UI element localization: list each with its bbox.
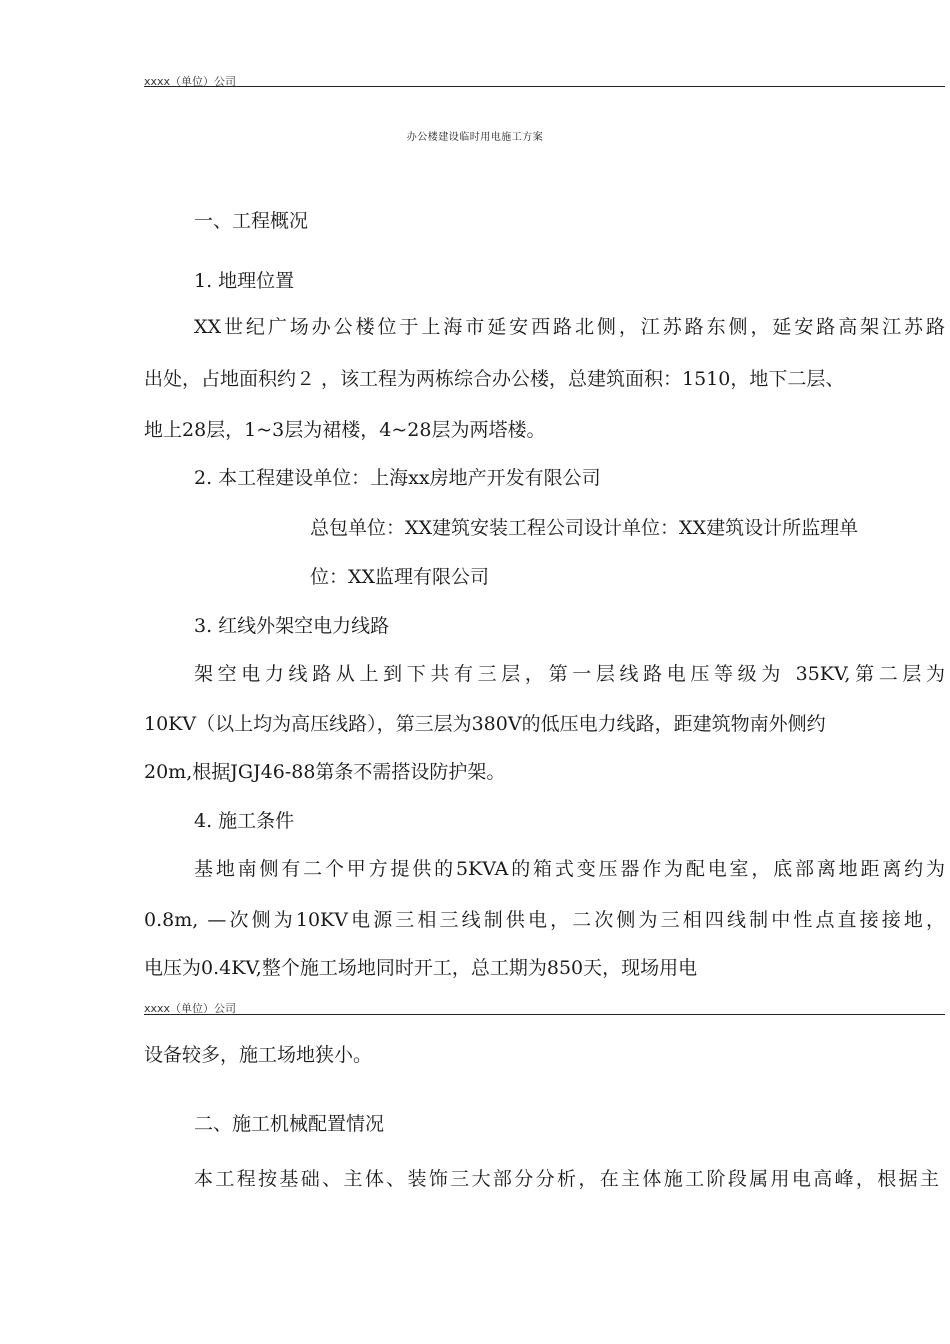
paragraph-line: 0.8m, —次侧为10KV电源三相三线制供电，二次侧为三相四线制中性点直接接地，	[144, 909, 945, 931]
paragraph-line: 位：XX监理有限公司	[310, 566, 490, 588]
header-rule	[144, 86, 945, 87]
paragraph-line: 10KV（以上均为高压线路），第三层为380V的低压电力线路，距建筑物南外侧约	[144, 713, 826, 735]
paragraph-line: 电压为0.4KV,整个施工场地同时开工，总工期为850天，现场用电	[144, 957, 698, 979]
subsection-heading: 3. 红线外架空电力线路	[194, 615, 390, 637]
paragraph-line: 20m,根据JGJ46-88第条不需搭设防护架。	[144, 761, 506, 783]
section-heading: 一、工程概况	[194, 210, 309, 232]
subsection-heading: 1. 地理位置	[194, 270, 295, 292]
paragraph-line: 本工程按基础、主体、装饰三大部分分析，在主体施工阶段属用电高峰，根据主	[194, 1168, 939, 1190]
paragraph-line: XX世纪广场办公楼位于上海市延安西路北侧，江苏路东侧，延安路高架江苏路	[194, 316, 945, 338]
subsection-heading: 4. 施工条件	[194, 810, 295, 832]
paragraph-line: 基地南侧有二个甲方提供的5KVA的箱式变压器作为配电室，底部离地距离约为	[194, 858, 945, 880]
subsection-heading: 2. 本工程建设单位：上海xx房地产开发有限公司	[194, 467, 601, 489]
paragraph-line: 地上28层，1~3层为裙楼，4~28层为两塔楼。	[144, 419, 546, 441]
paragraph-line: 出处，占地面积约２ ，该工程为两栋综合办公楼，总建筑面积：1510，地下二层、	[144, 368, 845, 390]
paragraph-line: 设备较多，施工场地狭小。	[144, 1044, 373, 1066]
document-title: 办公楼建设临时用电施工方案	[406, 132, 544, 143]
paragraph-line: 架空电力线路从上到下共有三层，第一层线路电压等级为 35KV,第二层为	[194, 663, 945, 685]
section-heading: 二、施工机械配置情况	[194, 1113, 385, 1135]
page-header: xxxx（单位）公司	[144, 1002, 237, 1015]
paragraph-line: 总包单位：XX建筑安装工程公司设计单位：XX建筑设计所监理单	[310, 517, 859, 539]
header-rule	[144, 1014, 945, 1015]
page-header: xxxx（单位）公司	[144, 75, 237, 88]
